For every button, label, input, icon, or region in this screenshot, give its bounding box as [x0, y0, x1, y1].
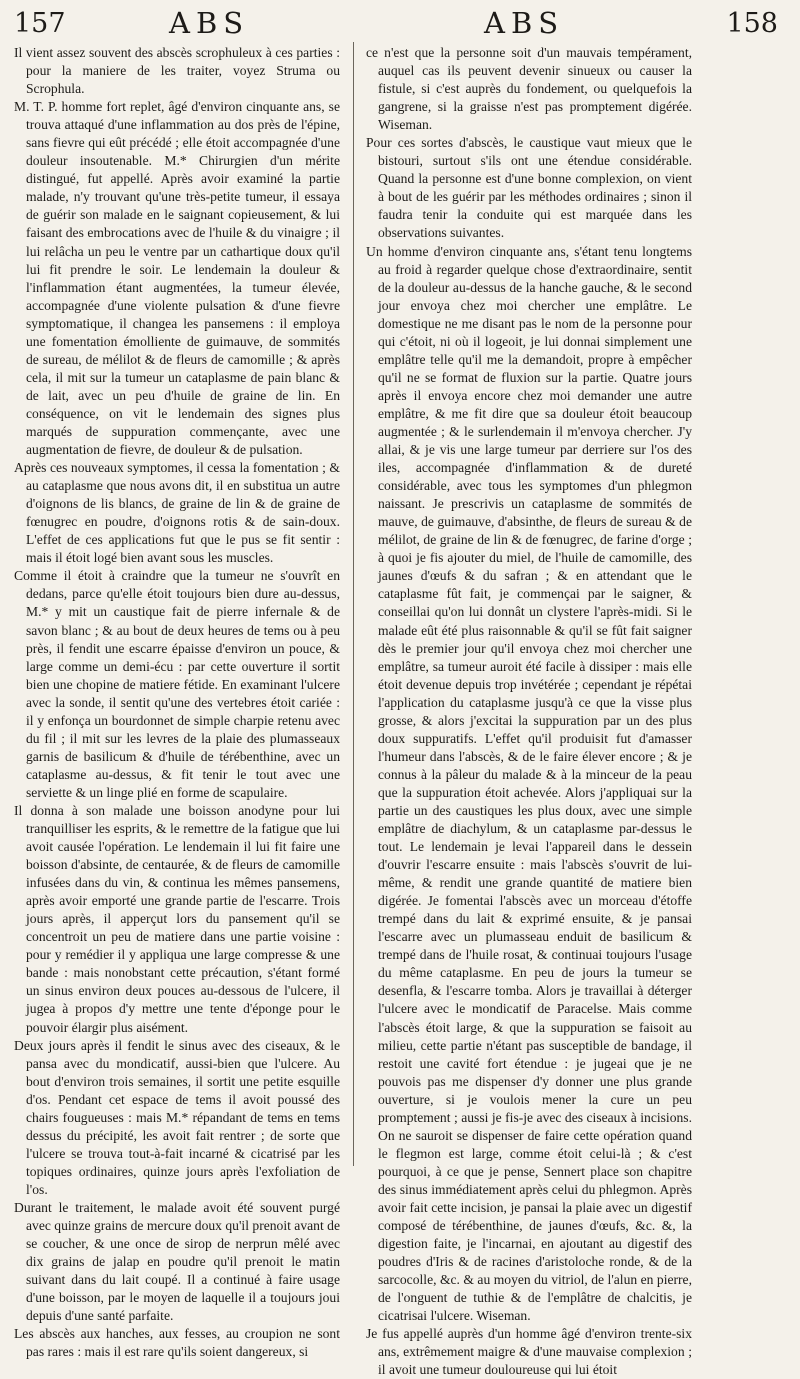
left-column: [14, 44, 340, 1360]
paragraph: ce n'est que la personne soit d'un mauvais tempérament, auquel cas ils peuvent devenir sinueux ou causer la fistule, si c'est auprès du fondement, ou quelquefois la gangrene, si la graisse n'est pas promptement digérée. Wiseman.: [366, 45, 692, 133]
page-number-right: 158: [726, 8, 778, 39]
paragraph: Un homme d'environ cinquante ans, s'étant tenu longtems au froid à regarder quelque chose d'extraordinaire, sentit de la douleur au-dessus de la hanche gauche, & le second jour envoya chez moi chercher une emplâtre. Le domestique ne me disant pas le nom de la personne pour qui c'étoit, ni où il logeoit, je lui donnai simplement une emplâtre telle qu'il me la demandoit, propre à empêcher qu'il ne se format de fluxion sur la partie. Quatre jours après il envoya encore chez moi demander une autre emplâtre, & me fit dire que sa douleur étoit beaucoup augmentée ; & le surlendemain il m'envoya chercher. J'y allai, & je vis une large tumeur par derriere sur l'os des iles, accompagnée d'inflammation & de dureté considérable, avec tous les symptomes d'un phlegmon naissant. Je prescrivis un cataplasme de sommités de mauve, de guimauve, d'absinthe, de fleurs de sureau & de mélilot, de graine de lin & de fœnugrec, de farine d'orge ; à quoi je fis ajouter du miel, de l'huile de camomille, des jaunes d'œufs & du safran ; & en attendant que le cataplasme fût fait, je commençai par le saigner, & conseillai qu'on lui donnât un clystere l'après-midi. Si le malade eût été plus raisonnable & qu'il se fût fait saigner dès le premier jour qu'il envoya chez moi chercher une emplâtre, sa tumeur auroit été facile à dissiper : mais elle étoit devenue depuis trop invétérée ; cependant je répétai l'application du cataplasme jusqu'à ce que la visse plus grosse, & alors j'excitai la suppuration par un des plus doux suppuratifs. L'effet qu'il produisit fut d'amasser l'humeur dans l'abscès, & de le faire élever encore ; & je connus à la pâleur du malade & à la minceur de la peau que la suppuration étoit achevée. Alors j'appliquai sur la partie un des caustiques les plus doux, avec une simple emplâtre de diachylum, & un cataplasme par-dessus le tout. Le lendemain je levai l'appareil dans le dessein d'ouvrir l'escarre ensuite : mais l'abscès s'ouvrit de lui-même, & rendit une grande quantité de matiere bien digérée. Je fomentai l'abscès avec un morceau d'étoffe trempé dans du lait & exprimé ensuite, & je pansai l'escarre avec un plumasseau enduit de basilicum & trempé dans de l'huile rosat, & continuai toujours l'usage du même cataplasme. En peu de jours la tumeur se desenfla, & l'escarre tomba. Alors je travaillai à déterger l'ulcere avec le mondicatif de Paracelse. Mais comme l'abscès étoit large, & que la suppuration se faisoit au milieu, cette partie n'étant pas susceptible de bandage, il restoit une cavité fort étendue : je jugeai que je ne pouvois pas me dispenser d'y donner une plus grande ouverture, si je voulois mener la cure un peu promptement ; aussi je fis-je avec des ciseaux à incisions. On ne sauroit se dispenser de faire cette opération quand le flegmon est large, comme étoit celui-là ; & c'est pourquoi, à ce que je pense, Sennert place son chapitre des sinus immédiatement après celui du phlegmon. Après avoir fait cette incision, je pansai la plaie avec un digestif composé de térébenthine, de jaunes d'œufs, &c. &, la digestion faite, je l'incarnai, en ajoutant au digestif des poudres d'Iris & de racines d'aristoloche ronde, & de la sarcocolle, &c. & au moyen du vitriol, de l'alun en pierre, de l'onguent de tuthie & de l'emplâtre de chalcitis, je cicatrisai l'ulcere. Wiseman.: [366, 243, 692, 1324]
paragraph: Comme il étoit à craindre que la tumeur ne s'ouvrît en dedans, parce qu'elle étoit toujours bien dure au-dessus, M.* y mit un caustique fait de pierre infernale & de savon blanc ; & au bout de deux heures de tems ou à peu près, il fendit une escarre épaisse d'environ un pouce, & large comme un demi-écu : par cette ouverture il sortit bien une chopine de matiere fétide. En examinant l'ulcere avec la sonde, il sentit qu'une des vertebres étoit cariée : il y enfonça un bourdonnet de simple charpie retenu avec du fil ; il mit sur les levres de la plaie des plumasseaux garnis de basilicum & d'huile de térébenthine, avec un cataplasme au-dessus, & fit tenir le tout avec une serviette & un linge plié en forme de scapulaire.: [14, 568, 340, 800]
page-header: [14, 6, 778, 42]
paragraph: Pour ces sortes d'abscès, le caustique vaut mieux que le bistouri, surtout s'ils ont une étendue considérable. Quand la personne est d'une bonne complexion, on vient à bout de les guérir par les méthodes ordinaires ; sinon il faudra tenir la conduite qui est marquée dans les observations suivantes.: [366, 135, 692, 241]
paragraph: Deux jours après il fendit le sinus avec des ciseaux, & le pansa avec du mondicatif, aussi-bien que l'ulcere. Au bout d'environ trois semaines, il sortit une petite esquille d'os. Pendant cet espace de tems il avoit poussé des chairs fougueuses : mais M.* répandant de tems en tems dessus du précipité, les avoit fait rentrer ; de sorte que l'ulcere se trouva tout-à-fait incarné & cicatrisé par les topiques ordinaires, quinze jours après l'exfoliation de l'os.: [14, 1037, 340, 1197]
paragraph: M. T. P. homme fort replet, âgé d'environ cinquante ans, se trouva attaqué d'une inflammation au dos près de l'épine, sans fievre qui eût précédé ; elle étoit accompagnée d'une douleur insoutenable. M.* Chirurgien d'un mérite distingué, fut appellé. Après avoir examiné la partie malade, n'y trouvant qu'une très-petite tumeur, il essaya de guérir son malade en le saignant copieusement, & lui faisant des embrocations avec de l'huile & du vinaigre ; il lui relâcha un peu le ventre par un cathartique doux qu'il lui fit prendre le soir. Le lendemain la douleur & l'inflammation étant augmentées, la tumeur élevée, accompagnée d'une violente pulsation & d'une fievre symptomatique, il changea les pansemens : il employa une fomentation émolliente de guimauve, de sommités de sureau, de mélilot & de fleurs de camomille ; & après cela, il mit sur la tumeur un cataplasme de pain blanc & de lait, avec un peu d'huile de graine de lin. En conséquence, on vit le lendemain des signes plus marqués de suppuration commençante, avec une augmentation de fievre, de douleur & de pulsation.: [14, 99, 340, 458]
paragraph: Après ces nouveaux symptomes, il cessa la fomentation ; & au cataplasme que nous avons dit, il en substitua un autre d'oignons de lis blancs, de graine de lin & de graine de fœnugrec en poudre, d'oignons rotis & de sain-doux. L'effet de ces applications fut que le pus se fit sentir : mais il étoit logé bien avant sous les muscles.: [14, 460, 340, 566]
paragraph: Il vient assez souvent des abscès scrophuleux à ces parties : pour la maniere de les traiter, voyez Struma ou Scrophula.: [14, 45, 340, 97]
paragraph: Il donna à son malade une boisson anodyne pour lui tranquilliser les esprits, & le remettre de la fatigue que lui avoit causée l'opération. Le lendemain il lui fit faire une boisson d'absinte, de centaurée, & de fleurs de camomille infusées dans du vin, & continua les mêmes pansemens, après avoir emporté une grande partie de l'escarre. Trois jours après, il apperçut lors du pansement qu'il se concentroit un peu de matiere dans une partie voisine : pour y remédier il y appliqua une large compresse & une bande : mais nonobstant cette précaution, s'étant formé un sinus environ deux pouces au-dessous de l'ulcere, il jugea à propos d'y mettre une tente d'éponge pour le pouvoir élargir plus aisément.: [14, 802, 340, 1035]
right-column: [366, 44, 692, 1378]
paragraph: Je fus appellé auprès d'un homme âgé d'environ trente-six ans, extrêmement maigre & d'une mauvaise complexion ; il avoit une tumeur douloureuse qui lui étoit: [366, 1326, 692, 1378]
paragraph: Les abscès aux hanches, aux fesses, au croupion ne sont pas rares : mais il est rare qu'ils soient dangereux, si: [14, 1326, 340, 1360]
paragraph: Durant le traitement, le malade avoit été souvent purgé avec quinze grains de mercure doux qu'il prenoit avant de se coucher, & une once de sirop de nerprun mêlé avec dix grains de jalap en poudre qu'il prenoit le matin suivant dans du lait coupé. Il a continué à faire usage d'une boisson, par le moyen de laquelle il a toujours joui depuis d'une santé parfaite.: [14, 1200, 340, 1324]
page-number-left: 157: [14, 8, 66, 39]
running-head-left: ABS: [169, 6, 250, 40]
column-divider: [353, 42, 354, 1166]
running-head-right: ABS: [484, 6, 565, 40]
